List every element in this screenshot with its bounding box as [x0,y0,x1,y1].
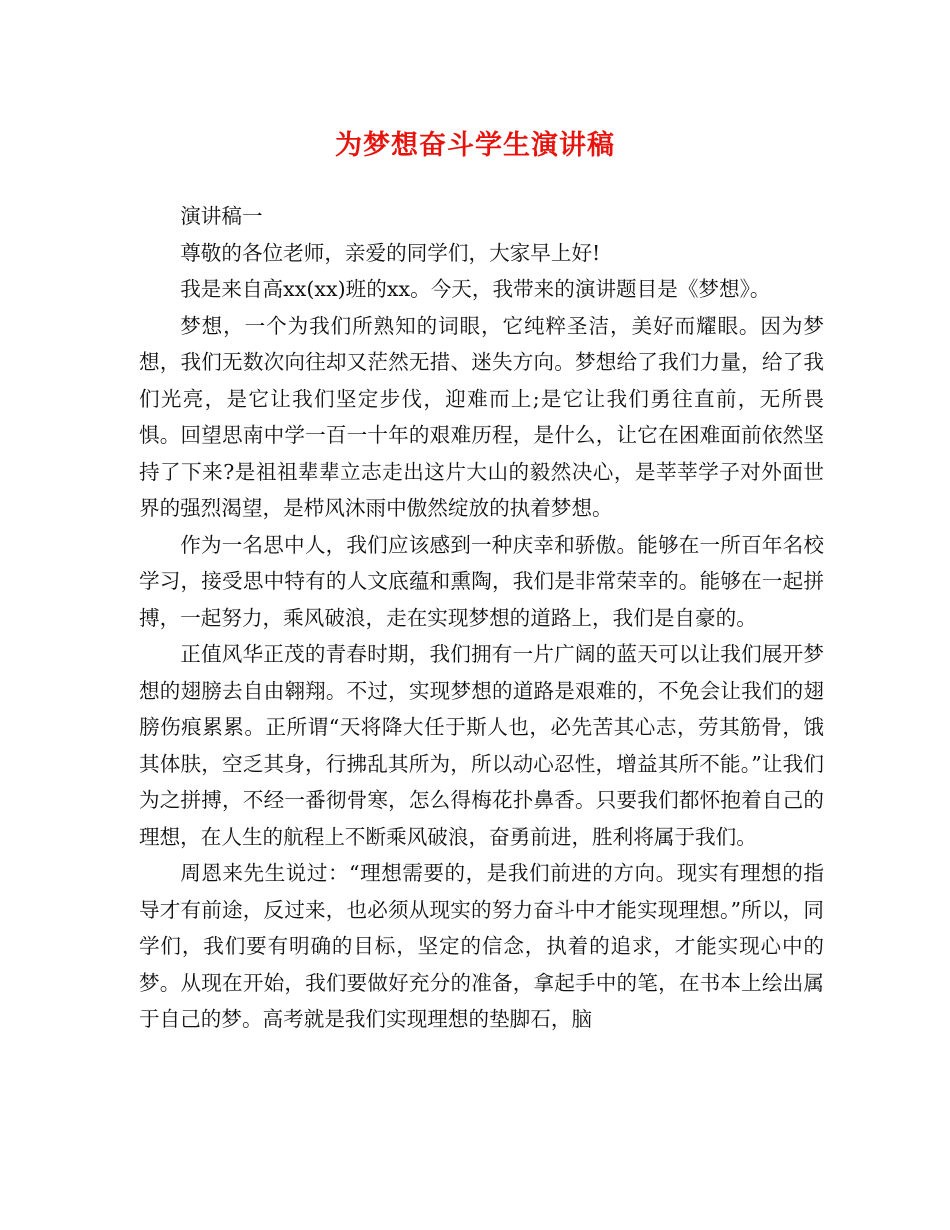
body-paragraph: 梦想，一个为我们所熟知的词眼，它纯粹圣洁，美好而耀眼。因为梦想，我们无数次向往却又茫然无措、迷失方向。梦想给了我们力量，给了我们光亮，是它让我们坚定步伐，迎难而上;是它让我们勇往直前，无所畏惧。回望思南中学一百一十年的艰难历程，是什么，让它在困难面前依然坚持了下来?是祖祖辈辈立志走出这片大山的毅然决心，是莘莘学子对外面世界的强烈渴望，是栉风沐雨中傲然绽放的执着梦想。 [139,313,824,520]
body-paragraph: 正值风华正茂的青春时期，我们拥有一片广阔的蓝天可以让我们展开梦想的翅膀去自由翱翔。不过，实现梦想的道路是艰难的，不免会让我们的翅膀伤痕累累。正所谓“天将降大任于斯人也，必先苦其心志，劳其筋骨，饿其体肤，空乏其身，行拂乱其所为，所以动心忍性，增益其所不能。”让我们为之拼搏，不经一番彻骨寒，怎么得梅花扑鼻香。只要我们都怀抱着自己的理想，在人生的航程上不断乘风破浪，奋勇前进，胜利将属于我们。 [139,642,824,849]
body-paragraph: 作为一名思中人，我们应该感到一种庆幸和骄傲。能够在一所百年名校学习，接受思中特有的人文底蕴和熏陶，我们是非常荣幸的。能够在一起拼搏，一起努力，乘风破浪，走在实现梦想的道路上，我们是自豪的。 [139,532,824,630]
document-title: 为梦想奋斗学生演讲稿 [335,130,615,161]
intro-paragraph: 我是来自高xx(xx)班的xx。今天，我带来的演讲题目是《梦想》。 [180,277,771,301]
document-body [139,198,824,1038]
section-heading: 演讲稿一 [180,204,263,228]
greeting-paragraph: 尊敬的各位老师，亲爱的同学们，大家早上好! [180,240,601,265]
body-paragraph: 周恩来先生说过：“理想需要的，是我们前进的方向。现实有理想的指导才有前途，反过来，也必须从现实的努力奋斗中才能实现理想。”所以，同学们，我们要有明确的目标，坚定的信念，执着的追求，才能实现心中的梦。从现在开始，我们要做好充分的准备，拿起手中的笔，在书本上绘出属于自己的梦。高考就是我们实现理想的垫脚石，脑 [139,861,824,1031]
